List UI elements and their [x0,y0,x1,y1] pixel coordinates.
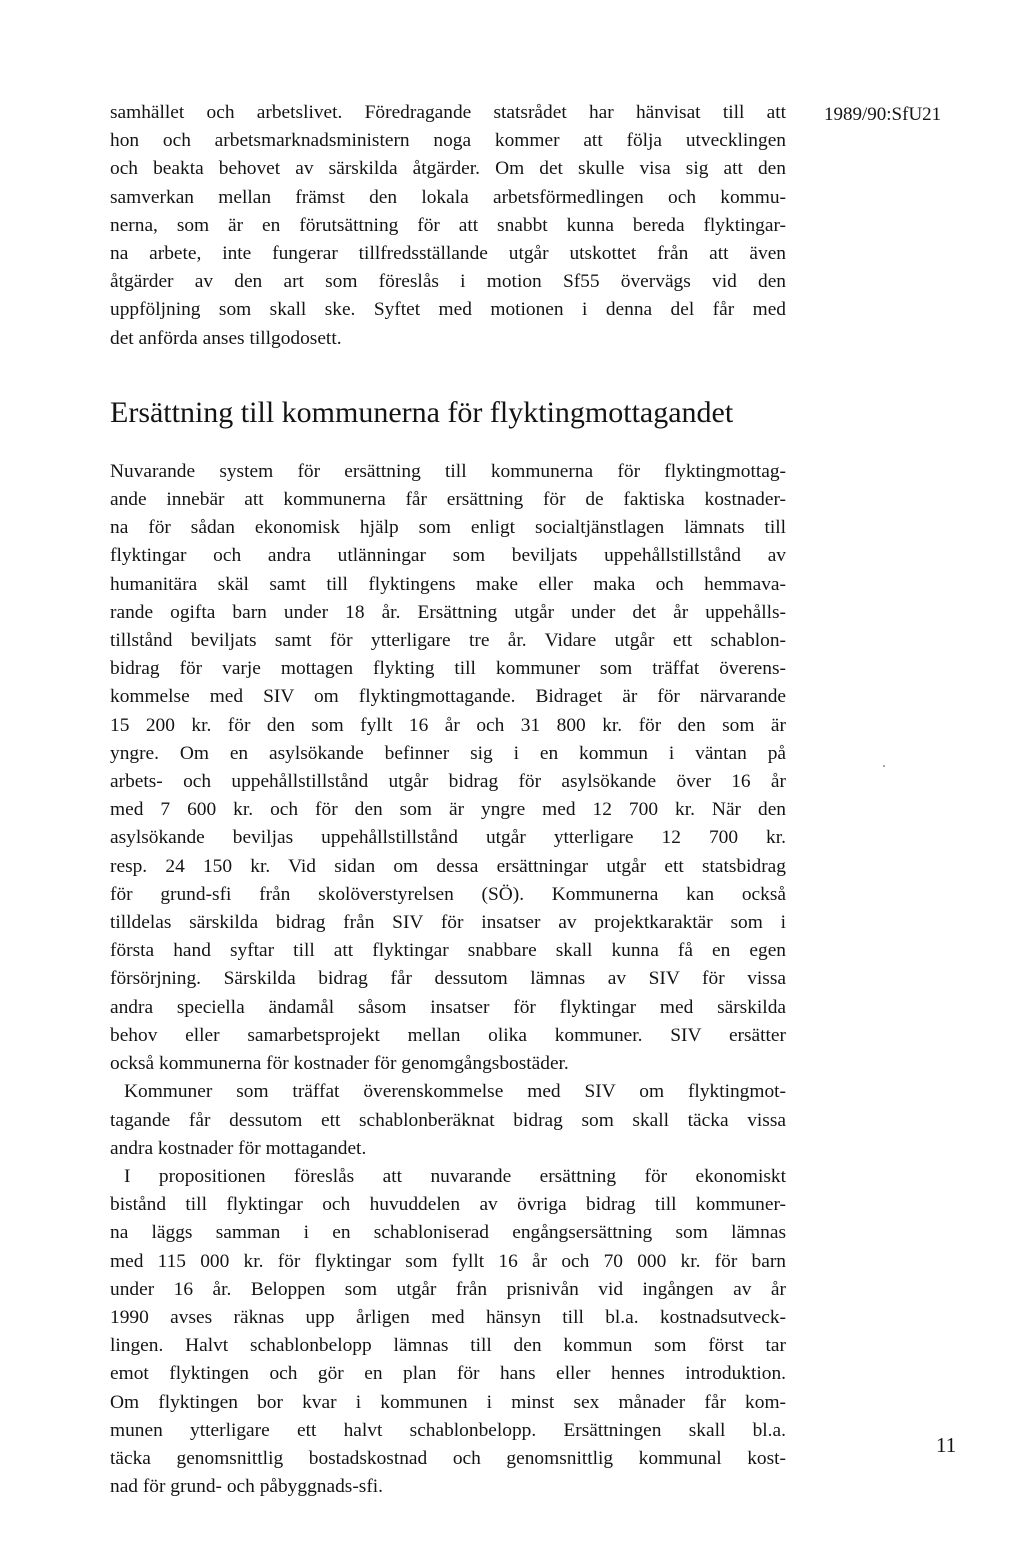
text-line: med 115 000 kr. för flyktingar som fyllt 16 år och 70 000 kr. för barn [110,1250,786,1272]
text-line: bistånd till flyktingar och huvuddelen av övriga bidrag till kommuner- [110,1194,786,1216]
page-number: 11 [936,1433,957,1457]
text-line: asylsökande beviljas uppehållstillstånd utgår ytterligare 12 700 kr. [110,827,786,849]
text-line: Nuvarande system för ersättning till kommunerna för flyktingmottag- [110,460,786,482]
text-line: med 7 600 kr. och för den som är yngre med 12 700 kr. När den [110,799,786,821]
text-line: andra kostnader för mottagandet. [110,1137,367,1159]
text-line: resp. 24 150 kr. Vid sidan om dessa ersättningar utgår ett statsbidrag [110,855,786,877]
text-column [110,99,786,1501]
text-line: täcka genomsnittlig bostadskostnad och genomsnittlig kommunal kost- [110,1447,786,1469]
text-line: flyktingar och andra utlänningar som beviljats uppehållstillstånd av [110,545,786,567]
intro-paragraph [110,99,786,353]
section-paragraph-2 [110,1078,786,1163]
text-line: 15 200 kr. för den som fyllt 16 år och 31 800 kr. för den som är [110,714,786,736]
text-line: tillstånd beviljats samt för ytterligare tre år. Vidare utgår ett schablon- [110,630,786,652]
section-heading: Ersättning till kommunerna för flyktingmottagandet [110,395,734,429]
text-line: na läggs samman i en schabloniserad engångsersättning som lämnas [110,1222,786,1244]
document-reference: 1989/90:SfU21 [824,104,942,125]
text-line: lingen. Halvt schablonbelopp lämnas till den kommun som först tar [110,1335,786,1357]
section-paragraph-1 [110,458,786,1078]
text-line: I propositionen föreslås att nuvarande ersättning för ekonomiskt [124,1165,786,1187]
text-line: kommelse med SIV om flyktingmottagande. Bidraget är för närvarande [110,686,786,708]
text-line: na arbete, inte fungerar tillfredsställande utgår utskottet från att även [110,243,786,265]
text-line: emot flyktingen och gör en plan för hans eller hennes introduktion. [110,1363,786,1385]
text-line: na för sådan ekonomisk hjälp som enligt socialtjänstlagen lämnats till [110,517,786,539]
text-line: rande ogifta barn under 18 år. Ersättning utgår under det år uppehålls- [110,601,786,623]
text-line: det anförda anses tillgodosett. [110,327,342,349]
text-line: för grund-sfi från skolöverstyrelsen (SÖ). Kommunerna kan också [110,883,786,905]
text-line: åtgärder av den art som föreslås i motion Sf55 övervägs vid den [110,271,786,293]
text-line: humanitära skäl samt till flyktingens make eller maka och hemmava- [110,573,786,595]
text-line: tagande får dessutom ett schablonberäknat bidrag som skall täcka vissa [110,1109,786,1131]
text-line: andra speciella ändamål såsom insatser för flyktingar med särskilda [110,996,786,1018]
text-line: första hand syftar till att flyktingar snabbare skall kunna få en egen [110,940,786,962]
scan-speck [883,765,885,767]
text-line: bidrag för varje mottagen flykting till kommuner som träffat överens- [110,658,786,680]
text-line: arbets- och uppehållstillstånd utgår bidrag för asylsökande över 16 år [110,771,786,793]
text-line: hon och arbetsmarknadsministern noga kommer att följa utvecklingen [110,130,786,152]
text-line: ande innebär att kommunerna får ersättning för de faktiska kostnader- [110,489,786,511]
text-line: försörjning. Särskilda bidrag får dessutom lämnas av SIV för vissa [110,968,786,990]
text-line: nerna, som är en förutsättning för att snabbt kunna bereda flyktingar- [110,214,786,236]
text-line: yngre. Om en asylsökande befinner sig i en kommun i väntan på [110,742,786,764]
text-line: uppföljning som skall ske. Syftet med motionen i denna del får med [110,299,786,321]
text-line: 1990 avses räknas upp årligen med hänsyn till bl.a. kostnadsutveck- [110,1306,786,1328]
text-line: Om flyktingen bor kvar i kommunen i minst sex månader får kom- [110,1391,786,1413]
text-line: tilldelas särskilda bidrag från SIV för insatser av projektkaraktär som i [110,912,786,934]
text-line: samhället och arbetslivet. Föredragande statsrådet har hänvisat till att [110,102,786,123]
section-paragraph-3 [110,1163,786,1501]
text-line: samverkan mellan främst den lokala arbetsförmedlingen och kommu- [110,186,786,208]
text-line: också kommunerna för kostnader för genomgångsbostäder. [110,1053,569,1075]
text-line: behov eller samarbetsprojekt mellan olika kommuner. SIV ersätter [110,1024,786,1046]
text-line: och beakta behovet av särskilda åtgärder. Om det skulle visa sig att den [110,158,786,180]
text-line: Kommuner som träffat överenskommelse med SIV om flyktingmot- [124,1081,786,1103]
text-line: nad för grund- och påbyggnads-sfi. [110,1476,384,1498]
text-line: under 16 år. Beloppen som utgår från prisnivån vid ingången av år [110,1278,786,1300]
text-line: munen ytterligare ett halvt schablonbelopp. Ersättningen skall bl.a. [110,1419,786,1441]
